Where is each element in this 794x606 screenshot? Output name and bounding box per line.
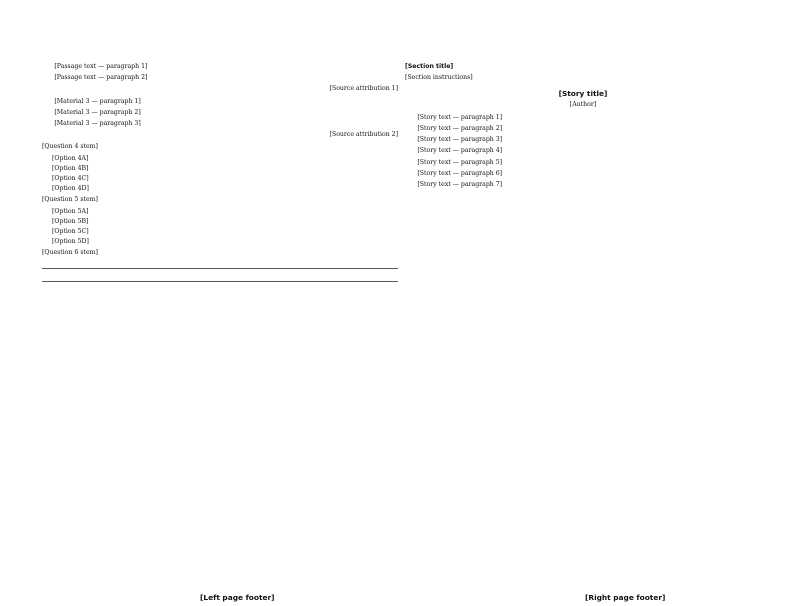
passage-paragraph: [Passage text — paragraph 2] [54, 74, 148, 82]
material-3-paragraph: [Material 3 — paragraph 2] [54, 108, 141, 116]
right-page-footer: [Right page footer] [585, 593, 666, 602]
story-paragraph: [Story text — paragraph 2] [417, 125, 503, 133]
question-5-option-a: [Option 5A] [52, 207, 89, 215]
story-paragraph: [Story text — paragraph 1] [417, 113, 503, 121]
left-page-footer: [Left page footer] [200, 593, 275, 602]
section-instruction: [Section instructions] [405, 74, 473, 82]
question-5-option-c: [Option 5C] [52, 228, 89, 236]
story-paragraph: [Story text — paragraph 5] [417, 158, 503, 166]
story-author: [Author] [569, 100, 597, 108]
question-5-option-d: [Option 5D] [52, 238, 89, 246]
question-4-option-a: [Option 4A] [52, 154, 89, 162]
question-4-option-d: [Option 4D] [52, 185, 89, 193]
story-paragraph: [Story text — paragraph 3] [417, 136, 503, 144]
material-3-paragraph: [Material 3 — paragraph 3] [54, 120, 141, 128]
question-4-option-c: [Option 4C] [52, 175, 89, 183]
left-page [42, 62, 398, 582]
right-page [405, 62, 761, 582]
question-4-option-b: [Option 4B] [52, 164, 89, 172]
section-title: [Section title] [405, 63, 454, 70]
question-5-option-b: [Option 5B] [52, 217, 89, 225]
story-paragraph: [Story text — paragraph 4] [417, 147, 503, 155]
material-3-paragraph: [Material 3 — paragraph 1] [54, 97, 141, 105]
question-4-stem: [Question 4 stem] [42, 143, 98, 151]
source-attribution: [Source attribution 2] [329, 131, 398, 139]
story-title: [Story title] [558, 89, 608, 99]
story-paragraph: [Story text — paragraph 7] [417, 181, 503, 189]
answer-line[interactable] [42, 273, 398, 282]
source-attribution: [Source attribution 1] [329, 85, 398, 93]
question-6-stem: [Question 6 stem] [42, 249, 98, 257]
passage-paragraph: [Passage text — paragraph 1] [54, 63, 148, 70]
question-5-stem: [Question 5 stem] [42, 196, 98, 204]
answer-line[interactable] [42, 260, 398, 269]
story-paragraph: [Story text — paragraph 6] [417, 169, 503, 177]
